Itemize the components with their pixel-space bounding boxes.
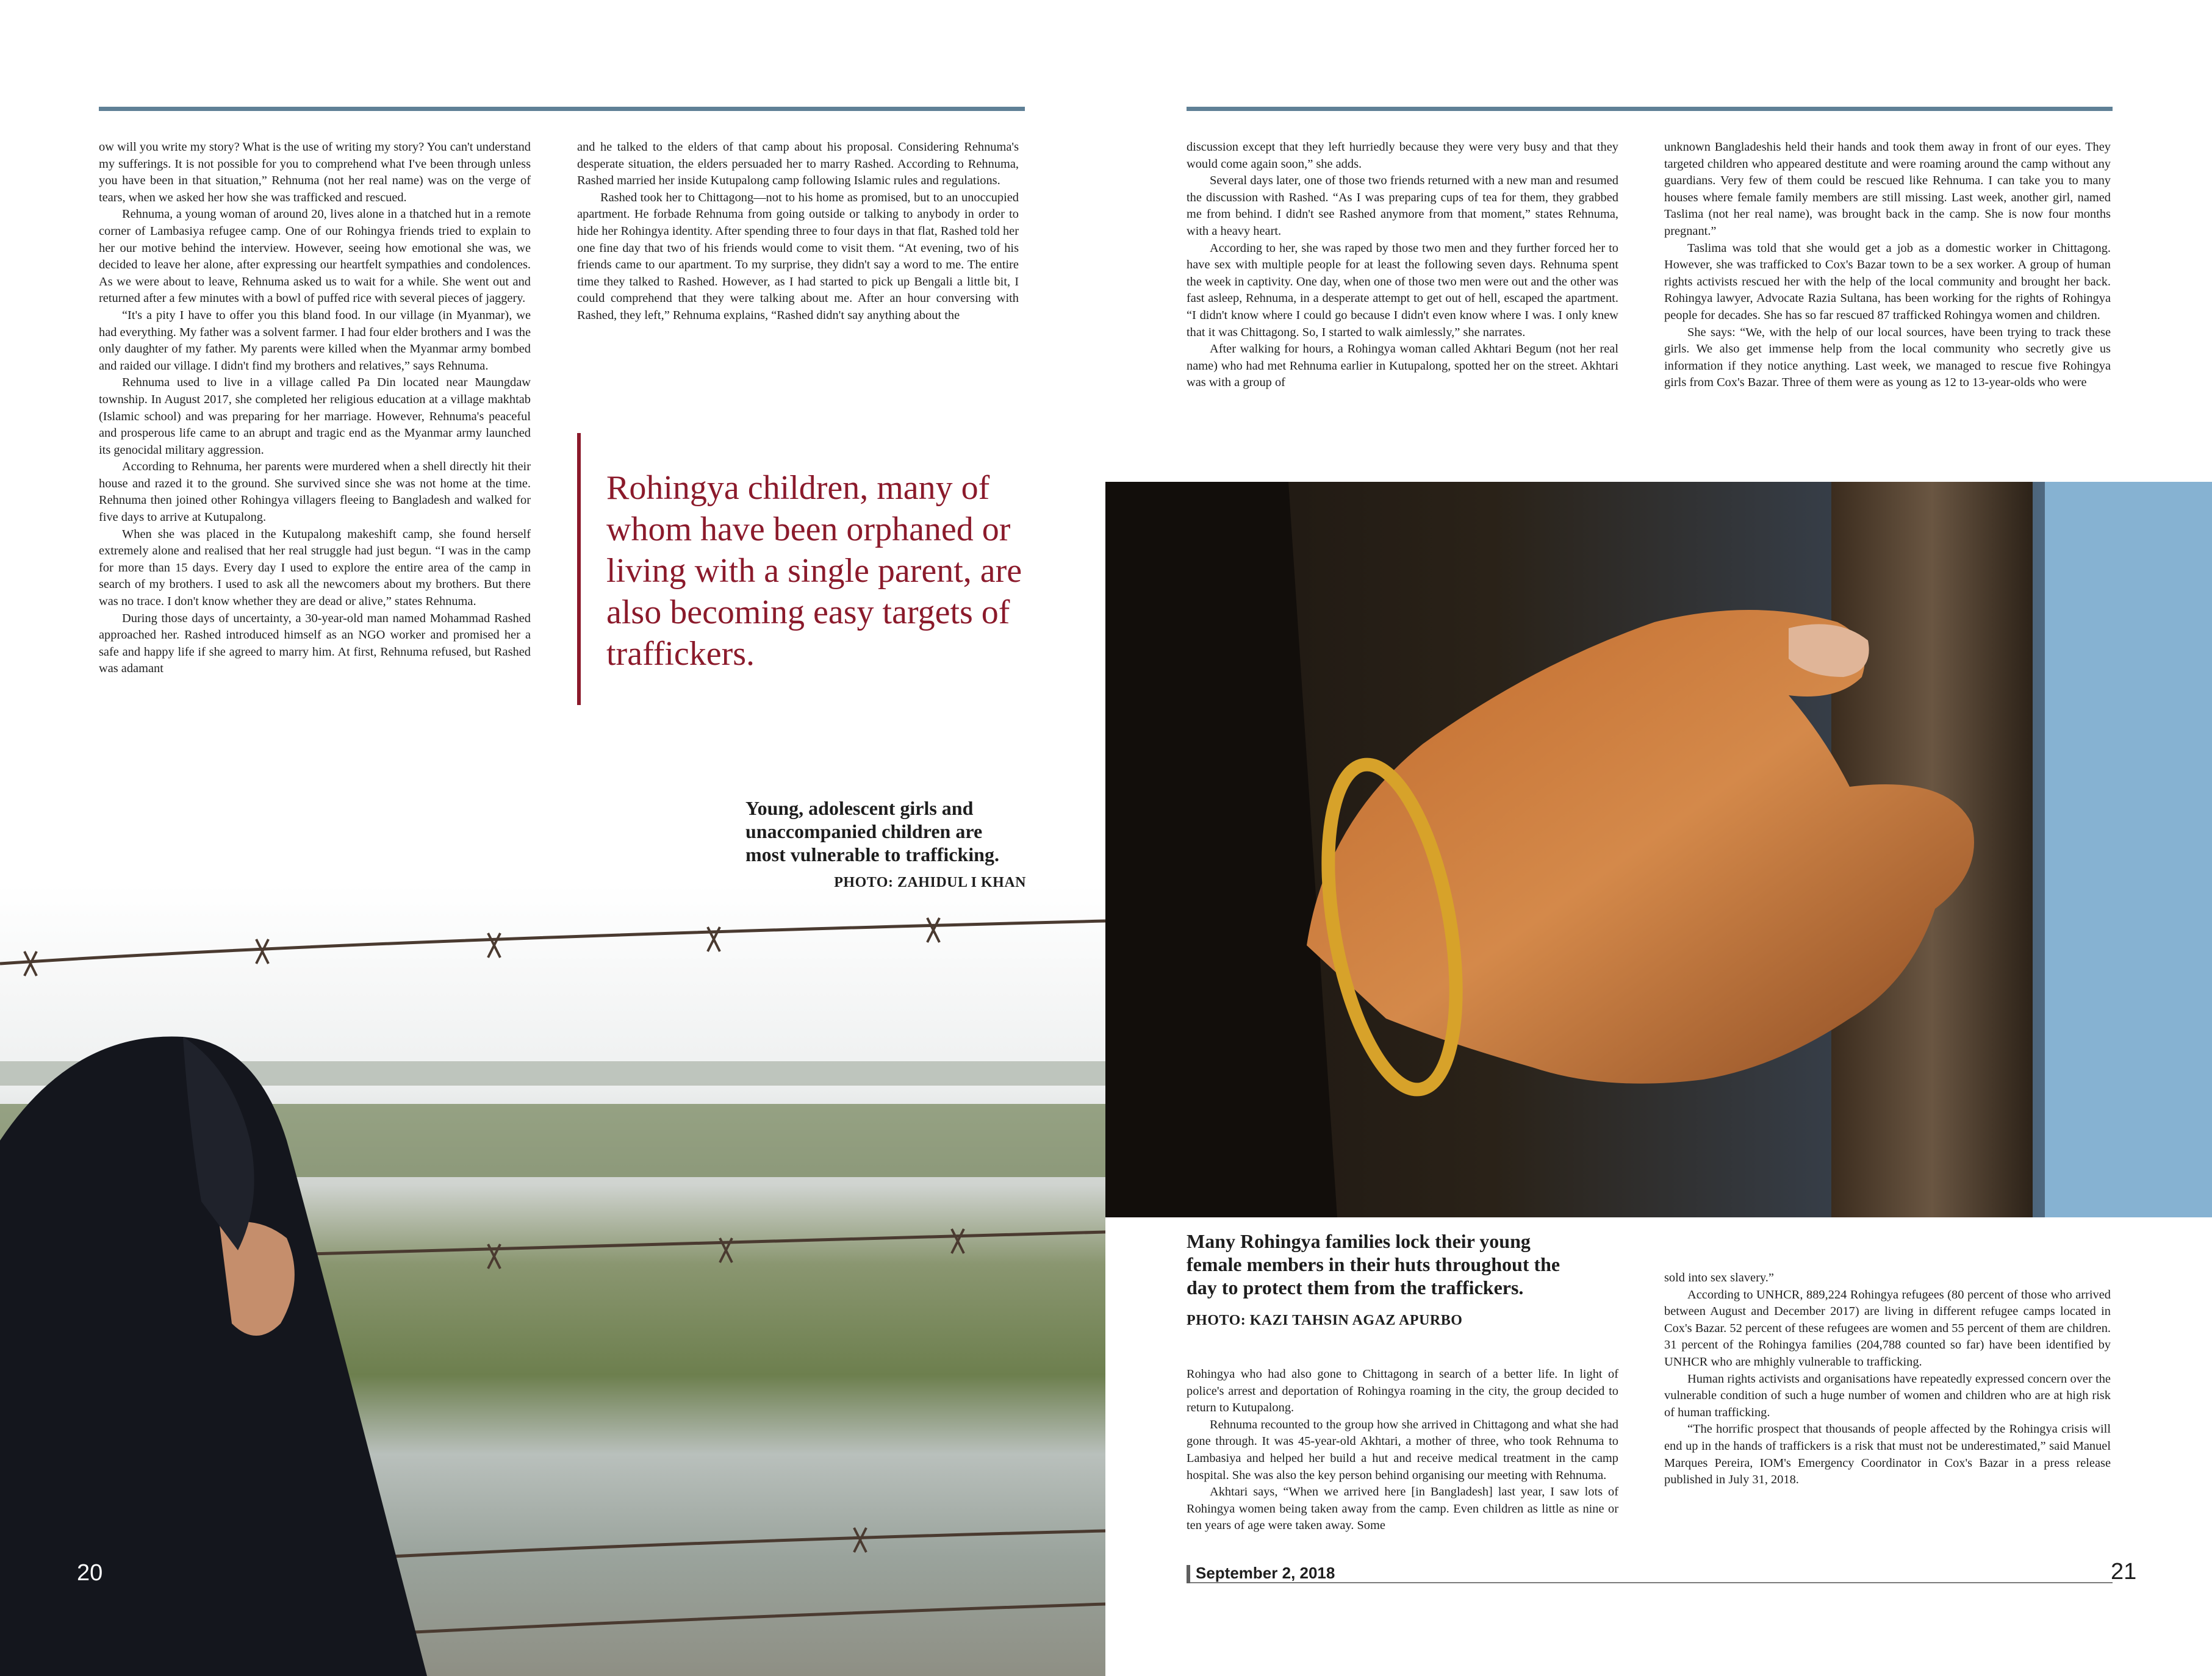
right-photo-caption [1187,1230,1577,1329]
footer-marker [1187,1565,1190,1583]
right-article-column-2 [1664,139,2111,392]
left-photo [0,884,1105,1676]
right-top-rule [1187,107,2113,111]
caption-credit: PHOTO: KAZI TAHSIN AGAZ APURBO [1187,1313,1463,1328]
paragraph: and he talked to the elders of that camp about his proposal. Considering Rehnuma's desperate situation, the elders persuaded her to marry Rashed. According to Rehnuma, Rashed married her inside Kutupalong camp following Islamic rules and regulations. [577,140,1019,188]
paragraph: Rehnuma, a young woman of around 20, lives alone in a thatched hut in a remote corner of Lambasiya refugee camp. One of our Rohingya friends tried to explain to her our motive behind the interview. However, seeing how emotional she was, we decided to leave her alone, after expressing our heartfelt sympathies and condolences. As we were about to leave, Rehnuma asked us to wait for a while. She went out and returned after a few minutes with a bowl of puffed rice with several pieces of jaggery. [99,207,531,306]
paragraph: Rohingya who had also gone to Chittagong in search of a better life. In light of police's arrest and deportation of Rohingya roaming in the city, the group decided to return to Kutupalong. [1187,1367,1618,1415]
paragraph: ow will you write my story? What is the use of writing my story? You can't understand my sufferings. It is not possible for you to comprehend what I've been through unless you have been in that situation,” Rehnuma (not her real name) was on the verge of tears, when we asked her how she was trafficked and rescued. [99,140,531,204]
paragraph: Human rights activists and organisations have repeatedly expressed concern over the vulnerable condition of such a huge number of women and children who are at high risk of human trafficking. [1664,1372,2111,1419]
right-article-column-1 [1187,139,1618,392]
paragraph: According to her, she was raped by those two men and they further forced her to have sex with multiple people for at least the following seven days. Rehnuma spent the week in captivity. One day, when one of those two men were out and the other was fast asleep, Rehnuma, in a desperate attempt to get out of hell, escaped the apartment. “I didn't know where I could go because I didn't even know where I was. I only knew that it was Chittagong. So, I started to walk aimlessly,” she narrates. [1187,241,1618,339]
paragraph: “It's a pity I have to offer you this bland food. In our village (in Myanmar), we had everything. My father was a solvent farmer. I had four elder brothers and I was the only daughter of my father. My parents were killed when the Myanmar army bombed and raided our village. I didn't find my brothers and relatives,” says Rehnuma. [99,308,531,373]
left-article-column-1 [99,139,531,678]
paragraph: According to Rehnuma, her parents were murdered when a shell directly hit their house and razed it to the ground. She survived since she was not home at the time. Rehnuma then joined other Rohingya villagers fleeing to Bangladesh and walked for five days to arrive at Kutupalong. [99,460,531,525]
paragraph: “The horrific prospect that thousands of people affected by the Rohingya crisis will end up in the hands of traffickers is a risk that must not be underestimated,” said Manuel Marques Pereira, IOM's Emergency Coordinator in Cox's Bazar in a press release published in July 31, 2018. [1664,1422,2111,1487]
paragraph: Rashed took her to Chittagong—not to his home as promised, but to an unoccupied apartment. He forbade Rehnuma from going outside or talking to anybody in order to hide her Rohingya identity. After spending three to four days in that flat, Rashed told her one fine day that two of his friends would come to visit them. “At evening, two of his friends came to our apartment. To my surprise, they didn't say a word to me. The entire time they talked to Rashed. However, as I had started to pick up Bengali a little bit, I could comprehend that they were talking about me. After an hour conversing with Rashed, they left,” Rehnuma explains, “Rashed didn't say anything about the [577,190,1019,322]
right-article-column-3 [1187,1366,1618,1535]
right-photo [1105,482,2212,1217]
pull-quote-text: Rohingya children, many of whom have been orphaned or living with a single parent, are also becoming easy targets of traffickers. [606,469,1022,673]
paragraph: She says: “We, with the help of our local sources, have been trying to track these girls. We also get immense help from the local community who secretly give us information if they notice anything. Last week, we managed to rescue five Rohingya girls from Cox's Bazar. Three of them were as young as 12 to 13-year-olds who were [1664,325,2111,390]
right-photo-illustration [1105,482,2212,1217]
paragraph: Several days later, one of those two friends returned with a new man and resumed the discussion with Rashed. “As I was preparing cups of tea for them, they grabbed me from behind. I didn't see Rashed anymore from that moment,” states Rehnuma, with a heavy heart. [1187,174,1618,238]
caption-title: Many Rohingya families lock their young female members in their huts throughout the day to protect them from the traffickers. [1187,1230,1560,1298]
paragraph: Taslima was told that she would get a job as a domestic worker in Chittagong. However, she was trafficked to Cox's Bazar town to be a sex worker. A group of human rights activists rescued her with the help of the local community and brought her back. Rohingya lawyer, Advocate Razia Sultana, has been working for the rights of Rohingya people for decades. She has so far rescued 87 trafficked Rohingya women and children. [1664,241,2111,322]
paragraph: discussion except that they left hurriedly because they were very busy and that they would come again soon,” she adds. [1187,140,1618,171]
caption-credit: PHOTO: ZAHIDUL I KHAN [834,875,1026,890]
left-photo-illustration [0,884,1105,1676]
footer-date: September 2, 2018 [1196,1564,1335,1582]
paragraph: When she was placed in the Kutupalong makeshift camp, she found herself extremely alone and realised that her real struggle had just begun. “I was in the camp for more than 15 days. Every day I used to explore the entire area of the camp in search of my brothers. I used to ask all the newcomers about my brothers. But there was no trace. I don't know whether they are dead or alive,” states Rehnuma. [99,527,531,609]
paragraph: sold into sex slavery.” [1664,1271,1774,1284]
page-number-left: 20 [77,1560,103,1586]
paragraph: According to UNHCR, 889,224 Rohingya refugees (80 percent of those who arrived between August and December 2017) are living in different refugee camps located in Cox's Bazar. 52 percent of these refugees are women and 55 percent of them are children. 31 percent of the Rohingya families (204,788 counted so far) have been identified by UNHCR who are mhighly vulnerable to trafficking. [1664,1287,2111,1369]
paragraph: Rehnuma used to live in a village called Pa Din located near Maungdaw township. In August 2017, she completed her religious education at a village makhtab (Islamic school) and was preparing for her marriage. However, Rehnuma's peaceful and prosperous life came to an abrupt and tragic end as the Myanmar army launched its genocidal military aggression. [99,376,531,457]
caption-title: Young, adolescent girls and unaccompanied children are most vulnerable to trafficking. [745,797,999,865]
left-top-rule [99,107,1025,111]
paragraph: Rehnuma recounted to the group how she arrived in Chittagong and what she had gone through. It was 45-year-old Akhtari, a mother of three, who took Rehnuma to Lambasiya and helped her build a hut and receive medical treatment in the camp hospital. She was also the key person behind organising our meeting with Rehnuma. [1187,1417,1618,1482]
right-article-column-4 [1664,1270,2111,1489]
paragraph: After walking for hours, a Rohingya woman called Akhtari Begum (not her real name) who had met Rehnuma earlier in Kutupalong, spotted her on the street. Akhtari was with a group of [1187,342,1618,390]
paragraph: During those days of uncertainty, a 30-year-old man named Mohammad Rashed approached her. Rashed introduced himself as an NGO worker and promised her a safe and happy life if she agreed to marry him. At first, Rehnuma refused, but Rashed was adamant [99,611,531,676]
paragraph: unknown Bangladeshis held their hands and took them away in front of our eyes. They targeted children who appeared destitute and were roaming around the camp without any guardians. Very few of them could be rescued like Rehnuma. I can take you to many houses where female family members are still missing. Last week, another girl, named Taslima (not her real name), was brought back in the camp. She is now four months pregnant.” [1664,140,2111,238]
pull-quote [577,433,1058,705]
paragraph: Akhtari says, “When we arrived here [in Bangladesh] last year, I saw lots of Rohingya women being taken away from the camp. Even children as little as nine or ten years of age were taken away. Some [1187,1485,1618,1533]
page-number-right: 21 [2111,1559,2137,1585]
left-article-column-2 [577,139,1019,324]
left-photo-caption [745,797,1026,891]
